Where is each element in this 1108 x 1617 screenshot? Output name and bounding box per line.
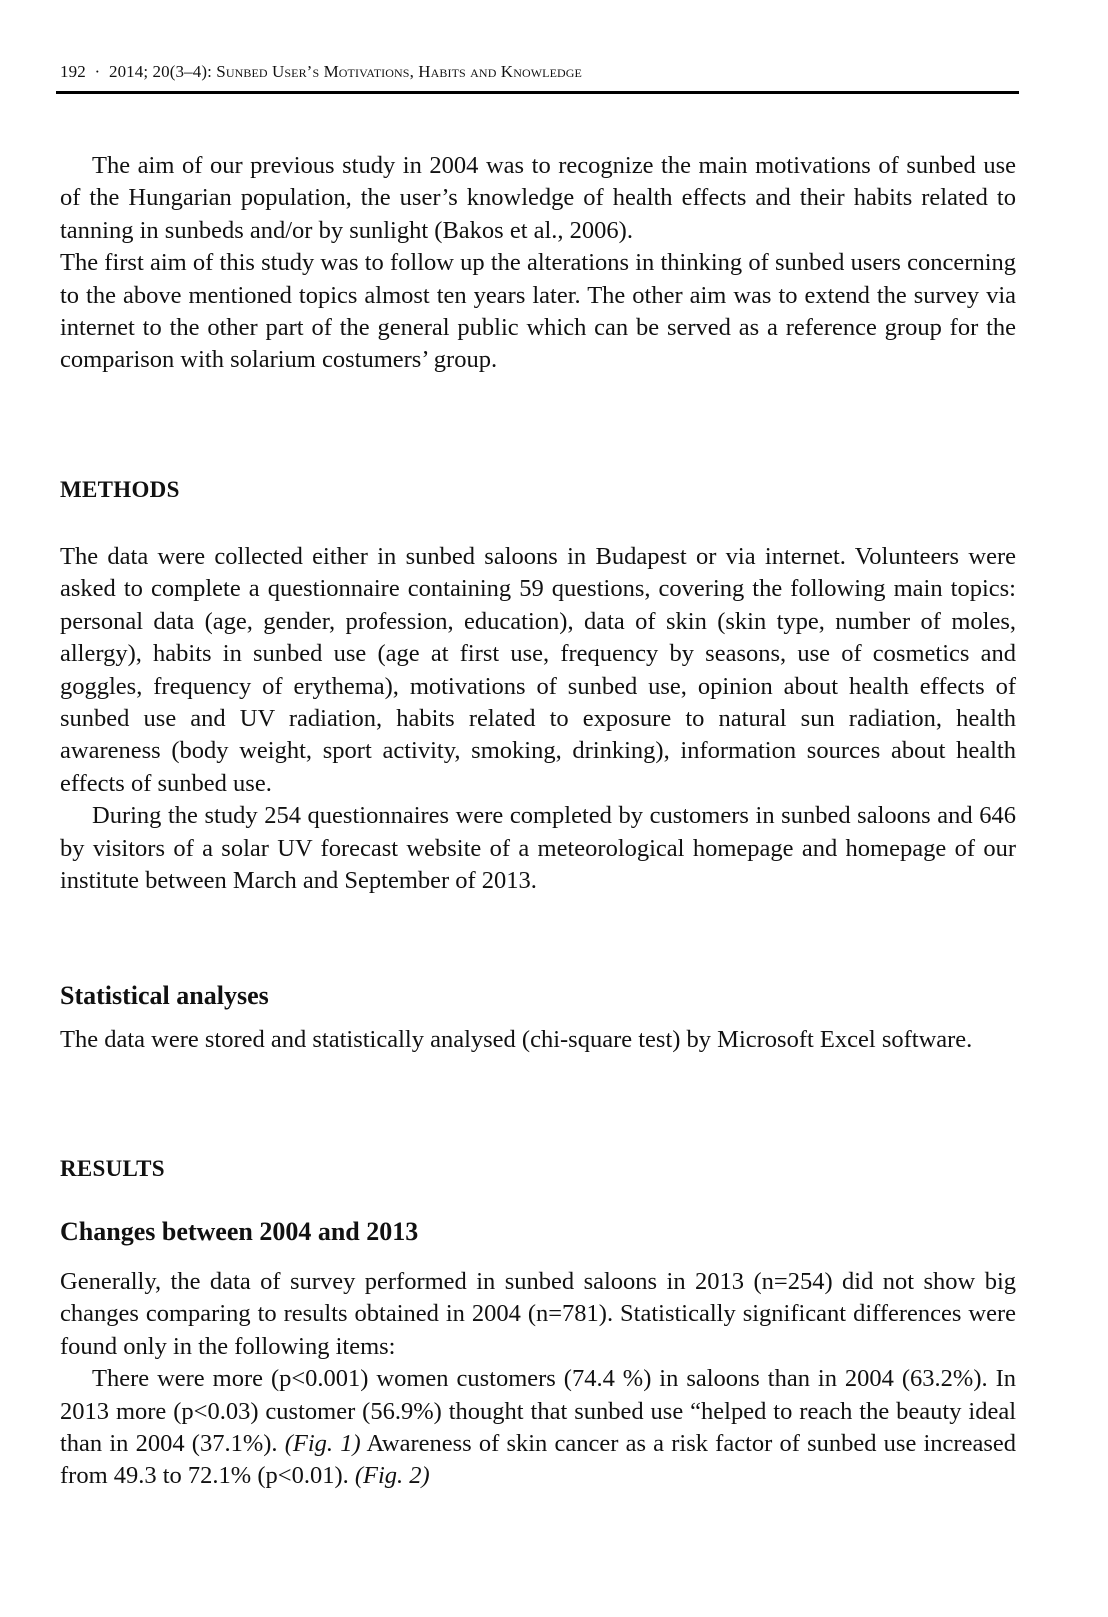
statistical-paragraph: The data were stored and statistically analysed (chi-square test) by Microsoft Excel software. xyxy=(60,1026,973,1053)
page-number: 192 xyxy=(60,62,86,81)
results-paragraph-2 xyxy=(60,1363,1016,1493)
intro-paragraph-2: The first aim of this study was to follow up the alterations in thinking of sunbed users concerning to the above mentioned topics almost ten years later. The other aim was to extend the survey via internet to the other part of the general public which can be served as a reference group for the comparison with solarium costumers’ group. xyxy=(60,249,1016,374)
figure-reference-2[interactable]: (Fig. 2) xyxy=(354,1462,430,1490)
methods-section xyxy=(60,541,1016,897)
results-paragraph-1: Generally, the data of survey performed in sunbed saloons in 2013 (n=254) did not show big changes comparing to results obtained in 2004 (n=781). Statistically significant differences were found only in the following items: xyxy=(60,1268,1016,1360)
figure-reference-1[interactable]: (Fig. 1) xyxy=(284,1430,361,1458)
intro-section xyxy=(60,150,1016,377)
results-paragraph-2-part-b: Awareness of skin cancer as a risk factor of sunbed use increased from 49.3 to 72.1% (p<0.01). xyxy=(60,1430,1016,1490)
statistical-section xyxy=(60,1024,1016,1056)
running-header xyxy=(60,60,1020,84)
journal-citation: 2014; 20(3–4): xyxy=(108,62,212,81)
header-separator: · xyxy=(94,62,101,81)
methods-paragraph-1: The data were collected either in sunbed saloons in Budapest or via internet. Volunteers were asked to complete a questionnaire containing 59 questions, covering the following main topics: personal data (age, gender, profession, education), data of skin (skin type, number of moles, allergy), habits in sunbed use (age at first use, frequency by seasons, use of cosmetics and goggles, frequency of erythema), motivations of sunbed use, opinion about health effects of sunbed use and UV radiation, habits related to exposure to natural sun radiation, health awareness (body weight, sport activity, smoking, drinking), information sources about health effects of sunbed use. xyxy=(60,543,1016,797)
methods-paragraph-2: During the study 254 questionnaires were completed by customers in sunbed saloons and 646 by visitors of a solar UV forecast website of a meteorological homepage and homepage of our institute between March and September of 2013. xyxy=(60,802,1016,895)
results-heading: RESULTS xyxy=(60,1156,165,1181)
results-paragraph-2-part-a: There were more (p<0.001) women customers (74.4 %) in saloons than in 2004 (63.2%). In 2013 more (p<0.03) customer (56.9%) thought that sunbed use “helped to reach the beauty ideal than in 2004 (37.1%). xyxy=(60,1365,1016,1458)
intro-paragraph-1: The aim of our previous study in 2004 was to recognize the main motivations of sunbed use of the Hungarian population, the user’s knowledge of health effects and their habits related to tanning in sunbeds and/or by sunlight (Bakos et al., 2006). xyxy=(60,152,1016,244)
header-rule xyxy=(56,91,1019,94)
results-section xyxy=(60,1266,1016,1493)
running-title: Sunbed User’s Motivations, Habits and Knowledge xyxy=(216,62,582,81)
results-subheading: Changes between 2004 and 2013 xyxy=(60,1217,419,1246)
methods-heading: METHODS xyxy=(60,477,180,502)
statistical-heading: Statistical analyses xyxy=(60,981,269,1010)
